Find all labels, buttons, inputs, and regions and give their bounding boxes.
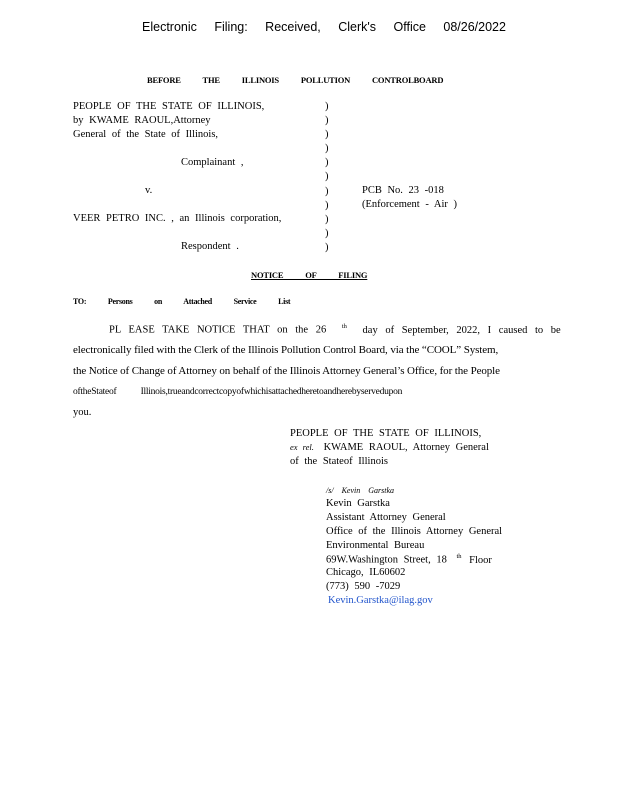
paren: ) <box>325 227 329 239</box>
paren: ) <box>325 115 329 127</box>
complainant-label: Complainant , <box>181 157 244 168</box>
attorney-email-link[interactable]: Kevin.Garstka@ilag.gov <box>328 595 433 606</box>
plaintiff-line-1: PEOPLE OF THE STATE OF ILLINOIS, <box>73 101 265 112</box>
body-line-3: the Notice of Change of Attorney on behalf of the Illinois Attorney General’s Office, for the People <box>73 365 500 377</box>
sig-slash-s: /s/ <box>326 486 334 495</box>
attorney-phone: (773) 590 -7029 <box>326 581 401 592</box>
notice-title: NOTICE OF FILING <box>251 270 368 280</box>
paren: ) <box>325 157 329 169</box>
paren: ) <box>325 185 329 197</box>
attorney-office: Office of the Illinois Attorney General <box>326 526 503 537</box>
attorney-name: Kevin Garstka <box>326 498 390 509</box>
sig-script-name: Kevin Garstka <box>341 486 394 495</box>
sig-party-name: KWAME RAOUL, Attorney General <box>323 442 489 453</box>
body-line-1 <box>109 323 561 336</box>
case-number: PCB No. 23 -018 <box>362 185 444 196</box>
attorney-address <box>326 553 492 566</box>
attorney-city: Chicago, IL60602 <box>326 567 406 578</box>
sig-party-line-2 <box>290 442 489 453</box>
body-line-4a: oftheStateof <box>73 387 117 397</box>
attorney-bureau: Environmental Bureau <box>326 540 425 551</box>
body-line-4 <box>73 387 402 397</box>
caption-parens <box>325 100 329 255</box>
to-line: TO: Persons on Attached Service List <box>73 297 291 306</box>
paren: ) <box>325 199 329 211</box>
ex-rel: ex rel. <box>290 442 314 452</box>
versus-label: v. <box>145 185 153 196</box>
paren: ) <box>325 241 329 253</box>
defendant-line: VEER PETRO INC. , an Illinois corporation, <box>73 213 282 224</box>
body-line-1a: PL EASE TAKE NOTICE THAT on the 26 <box>109 324 327 336</box>
sig-party-line-1: PEOPLE OF THE STATE OF ILLINOIS, <box>290 428 482 439</box>
paren: ) <box>325 213 329 225</box>
paren: ) <box>325 129 329 141</box>
body-line-4b: Illinois,trueandcorrectcopyofwhichisattachedheretoandherebyservedupon <box>140 387 403 397</box>
plaintiff-line-3: General of the State of Illinois, <box>73 129 219 140</box>
electronic-signature <box>326 486 394 495</box>
body-line-1b: day of September, 2022, I caused to be <box>362 324 561 336</box>
address-ordinal: th <box>456 553 462 560</box>
attorney-title: Assistant Attorney General <box>326 512 446 523</box>
body-line-5: you. <box>73 407 92 418</box>
address-floor: Floor <box>469 554 492 566</box>
body-line-2: electronically filed with the Clerk of the Illinois Pollution Control Board, via the “COOL” System, <box>73 344 499 356</box>
paren: ) <box>325 143 329 155</box>
paren: ) <box>325 101 329 112</box>
address-street: 69W.Washington Street, 18 <box>326 554 447 566</box>
ordinal-suffix: th <box>341 323 347 330</box>
paren: ) <box>325 171 329 183</box>
board-caption: BEFORE THE ILLINOIS POLLUTION CONTROLBOARD <box>147 75 444 85</box>
plaintiff-line-2: by KWAME RAOUL,Attorney <box>73 115 211 126</box>
respondent-label: Respondent . <box>181 241 239 252</box>
sig-party-line-3: of the Stateof Illinois <box>290 456 388 467</box>
filing-stamp: Electronic Filing: Received, Clerk's Office 08/26/2022 <box>142 20 506 34</box>
case-type: (Enforcement - Air ) <box>362 199 458 210</box>
